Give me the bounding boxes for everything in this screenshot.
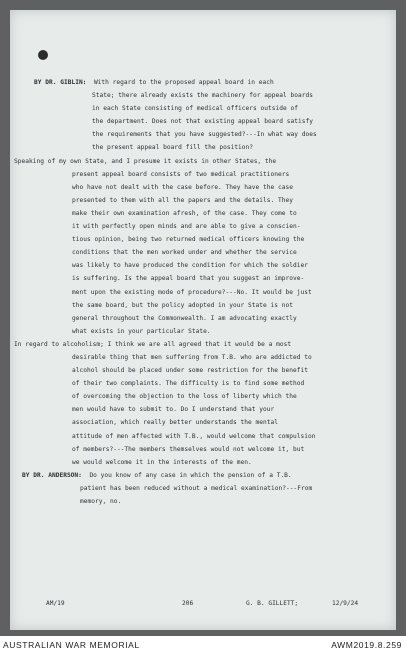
paragraph-answer (14, 155, 384, 338)
text-line: of overcoming the objection to the loss of liberty which the (72, 393, 297, 401)
text-line: what exists in your particular State. (72, 327, 211, 335)
text-line: was likely to have produced the condition for which the soldier (72, 262, 308, 270)
footer-page-number: 206 (182, 600, 194, 607)
speaker-label: BY DR. ANDERSON: (22, 471, 82, 479)
footer-date: 12/9/24 (332, 600, 359, 607)
text-line: of members?---The members themselves would not welcome it, but (72, 445, 305, 453)
text-line: attitude of men affected with T.B., would welcome that compulsion (72, 432, 316, 440)
transcript-body (14, 76, 384, 508)
text-line: Speaking of my own State, and I presume it exists in other States, the (14, 157, 277, 165)
text-line: alcohol should be placed under some restriction for the benefit (72, 367, 308, 375)
text-line: tious opinion, being two returned medical officers knowing the (72, 236, 305, 244)
text-line: conditions that the men worked under and whether the service (72, 249, 297, 257)
text-line: the same board, but the policy adopted in your State is not (72, 301, 293, 309)
text-line: of their two complaints. The difficulty is to find some method (72, 380, 305, 388)
text-line: general throughout the Commonwealth. I am advocating exactly (72, 314, 297, 322)
text-line: association, which really better understands the mental (72, 419, 278, 427)
text-line: desirable thing that men suffering from T.B. who are addicted to (72, 353, 312, 361)
text-line: men would have to submit to. Do I understand that your (72, 406, 275, 414)
caption-accession-number: AWM2019.8.259 (331, 640, 402, 650)
paragraph-giblin (34, 76, 384, 155)
text-line: the requirements that you have suggested?---In what way does (92, 131, 317, 139)
paragraph-alcoholism (14, 338, 384, 469)
footer-ref: AM/19 (46, 600, 65, 607)
punch-hole (38, 50, 48, 60)
text-line: ment upon the existing mode of procedure?---No. It would be just (72, 288, 312, 296)
text-line: memory, no. (80, 498, 122, 505)
text-line: the present appeal board fill the position? (92, 144, 254, 152)
text-line: Do you know of any case in which the pension of a T.B. (89, 471, 292, 479)
text-line: With regard to the proposed appeal board in each (93, 79, 274, 86)
text-line: we would welcome it in the interests of the men. (72, 458, 252, 466)
footer-witness: G. B. GILLETT; (246, 600, 299, 607)
text-line: make their own examination afresh, of the case. They come to (72, 209, 297, 217)
text-line: present appeal board consists of two medical practitioners (72, 170, 290, 178)
text-line: the department. Does not that existing appeal board satisfy (92, 118, 313, 126)
text-line: who have not dealt with the case before. They have the case (72, 183, 293, 191)
archive-caption (0, 638, 406, 653)
caption-institution: AUSTRALIAN WAR MEMORIAL (3, 640, 140, 650)
speaker-label: BY DR. GIBLIN: (34, 79, 87, 86)
text-line: is suffering. Is the appeal board that you suggest an improve- (72, 275, 305, 283)
text-line: State; there already exists the machinery for appeal boards (92, 92, 313, 100)
text-line: presented to them with all the papers and the details. They (72, 196, 293, 204)
paragraph-anderson (22, 469, 384, 508)
text-line: In regard to alcoholism; I think we are all agreed that it would be a most (14, 340, 292, 348)
text-line: it with perfectly open minds and are able to give a conscien- (72, 223, 301, 231)
text-line: in each State consisting of medical officers outside of (92, 105, 298, 113)
text-line: patient has been reduced without a medical examination?---From (80, 484, 313, 492)
